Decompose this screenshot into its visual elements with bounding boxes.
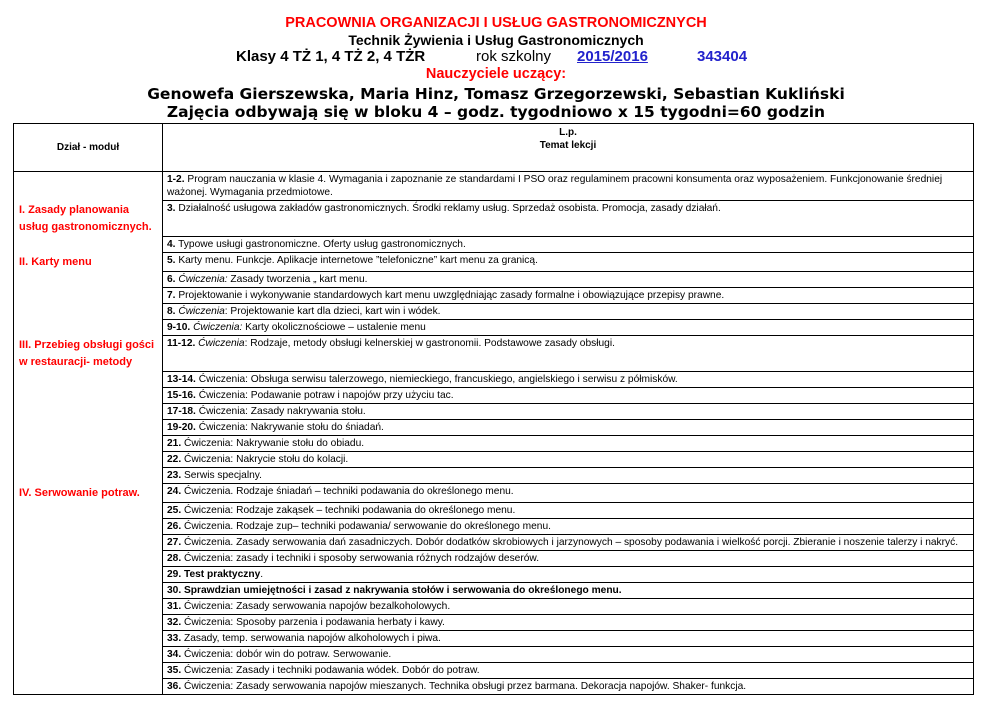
table-row [14, 583, 974, 599]
lesson-number: 8. [167, 306, 176, 317]
lesson-topic: Zasady, temp. serwowania napojów alkoholowych i piwa. [181, 633, 441, 644]
workshop-title: PRACOWNIA ORGANIZACJI I USŁUG GASTRONOMICZNYCH [285, 15, 707, 31]
table-row [14, 551, 974, 567]
table-row [14, 404, 974, 420]
module-cell [14, 583, 163, 599]
module-cell [14, 436, 163, 452]
topic-cell [163, 304, 974, 320]
table-row [14, 519, 974, 535]
lesson-number: 13-14. [167, 374, 196, 385]
module-label: III. Przebieg obsługi gości [19, 338, 155, 351]
school-year-label: rok szkolny [476, 48, 552, 65]
teachers-names: Genowefa Gierszewska, Maria Hinz, Tomasz Grzegorzewski, Sebastian Kukliński [147, 85, 845, 103]
lesson-number: 23. [167, 470, 182, 481]
module-cell [14, 253, 163, 272]
lesson-number: 4. [167, 239, 176, 250]
topic-cell [163, 503, 974, 519]
lesson-topic: Karty menu. Funkcje. Aplikacje internetowe ”telefoniczne” kart menu za granicą. [175, 255, 538, 266]
lesson-number: 32. [167, 617, 182, 628]
lesson-number: 25. [167, 505, 182, 516]
module-cell [14, 503, 163, 519]
module-cell [14, 519, 163, 535]
exercise-label: Ćwiczenia [175, 306, 225, 317]
module-cell [14, 679, 163, 695]
table-row [14, 647, 974, 663]
table-row [14, 320, 974, 336]
lesson-number: 33. [167, 633, 182, 644]
lesson-number: 22. [167, 454, 182, 465]
lesson-number: 11-12. [167, 338, 196, 349]
exercise-label: Ćwiczenia [195, 338, 245, 349]
module-label: IV. Serwowanie potraw. [19, 486, 140, 499]
table-row [14, 436, 974, 452]
table-row [14, 372, 974, 388]
module-cell [14, 567, 163, 583]
curriculum-table [13, 123, 974, 695]
lesson-topic: Ćwiczenia: Zasady serwowania napojów mieszanych. Technika obsługi przez barmana. Dekoracja napojów. Shaker- funkcja. [181, 681, 747, 692]
table-row [14, 201, 974, 237]
table-row [14, 631, 974, 647]
topic-cell [163, 679, 974, 695]
topic-cell [163, 336, 974, 372]
lesson-topic: Zasady tworzenia „ kart menu. [227, 274, 368, 285]
lesson-topic: Serwis specjalny. [181, 470, 262, 481]
topic-cell [163, 420, 974, 436]
lesson-number: 1-2. [167, 174, 185, 185]
module-cell [14, 336, 163, 372]
lesson-topic: Ćwiczenia: zasady i techniki i sposoby serwowania różnych rodzajów deserów. [181, 553, 540, 564]
module-label: usług gastronomicznych. [19, 220, 152, 233]
lesson-number: 19-20. [167, 422, 196, 433]
lesson-topic: Ćwiczenia: Zasady i techniki podawania wódek. Dobór do potraw. [181, 665, 480, 676]
module-cell [14, 615, 163, 631]
topic-cell [163, 404, 974, 420]
topic-cell [163, 647, 974, 663]
table-row [14, 272, 974, 288]
module-cell [14, 663, 163, 679]
table-row [14, 615, 974, 631]
lesson-number: 5. [167, 255, 176, 266]
exercise-label: Ćwiczenia: [175, 274, 228, 285]
lesson-topic: Działalność usługowa zakładów gastronomicznych. Środki reklamy usług. Sprzedaż osobista. Promocja, zasady działań. [175, 203, 721, 214]
lesson-topic: Ćwiczenia: Zasady serwowania napojów bezalkoholowych. [181, 601, 451, 612]
lesson-number: 15-16. [167, 390, 196, 401]
module-cell [14, 388, 163, 404]
lesson-number: 3. [167, 203, 176, 214]
module-cell [14, 304, 163, 320]
profession-code: 343404 [697, 48, 748, 65]
module-cell [14, 404, 163, 420]
topic-cell [163, 253, 974, 272]
lesson-topic: Ćwiczenia. Rodzaje śniadań – techniki podawania do określonego menu. [181, 486, 514, 497]
module-cell [14, 468, 163, 484]
table-row [14, 304, 974, 320]
topic-cell [163, 272, 974, 288]
lesson-number: 29. Test praktyczny [167, 569, 261, 580]
table-row [14, 237, 974, 253]
topic-cell [163, 237, 974, 253]
col-topic-header [163, 124, 974, 172]
lesson-topic: Karty okolicznościowe – ustalenie menu [242, 322, 426, 333]
topic-header: Temat lekcji [539, 140, 597, 151]
module-cell [14, 372, 163, 388]
topic-cell [163, 388, 974, 404]
table-row [14, 452, 974, 468]
lesson-topic: Ćwiczenia: Obsługa serwisu talerzowego, niemieckiego, francuskiego, angielskiego i serwisu z półmisków. [195, 374, 678, 385]
module-cell [14, 631, 163, 647]
lesson-topic: Ćwiczenia: Nakrywanie stołu do śniadań. [195, 422, 384, 433]
lesson-topic: Ćwiczenia: Rodzaje zakąsek – techniki podawania do określonego menu. [181, 505, 516, 516]
topic-cell [163, 599, 974, 615]
topic-cell [163, 535, 974, 551]
lesson-number: 30. Sprawdzian umiejętności i zasad z nakrywania stołów i serwowania do określonego menu. [167, 585, 622, 596]
table-row [14, 468, 974, 484]
table-row [14, 567, 974, 583]
module-cell [14, 237, 163, 253]
lesson-topic: Program nauczania w klasie 4. Wymagania i zapoznanie ze standardami I PSO oraz regulaminem pracowni konsumenta oraz wyposażeniem. Funkcjonowanie średniej ważonej. Wymagania przedmiotowe. [167, 174, 943, 198]
lesson-number: 28. [167, 553, 182, 564]
lesson-topic: Ćwiczenia: Zasady nakrywania stołu. [195, 406, 366, 417]
table-row [14, 336, 974, 372]
topic-cell [163, 484, 974, 503]
table-row [14, 388, 974, 404]
profession-title: Technik Żywienia i Usług Gastronomicznych [348, 32, 644, 48]
lesson-topic: Projektowanie i wykonywanie standardowych kart menu uwzględniając zasady formalne i obowiązujące przepisy prawne. [175, 290, 725, 301]
table-row [14, 288, 974, 304]
module-cell [14, 551, 163, 567]
module-cell [14, 172, 163, 201]
classes-label: Klasy 4 TŻ 1, 4 TŻ 2, 4 TŻR [236, 48, 426, 65]
lesson-number: 26. [167, 521, 182, 532]
school-year-value: 2015/2016 [577, 48, 648, 65]
table-row [14, 420, 974, 436]
topic-cell [163, 452, 974, 468]
topic-cell [163, 372, 974, 388]
topic-cell [163, 631, 974, 647]
topic-cell [163, 172, 974, 201]
lesson-number: 9-10. [167, 322, 191, 333]
lesson-topic: . [260, 569, 264, 580]
lesson-topic: : Rodzaje, metody obsługi kelnerskiej w gastronomii. Podstawowe zasady obsługi. [244, 338, 615, 349]
module-cell [14, 272, 163, 288]
lesson-topic: Ćwiczenia. Rodzaje zup– techniki podawania/ serwowanie do określonego menu. [181, 521, 551, 532]
module-cell [14, 452, 163, 468]
topic-cell [163, 201, 974, 237]
table-row [14, 503, 974, 519]
lesson-number: 36. [167, 681, 182, 692]
lesson-number: 35. [167, 665, 182, 676]
lesson-number: 31. [167, 601, 182, 612]
module-cell [14, 288, 163, 304]
lp-header: L.p. [559, 127, 577, 138]
lesson-topic: : Projektowanie kart dla dzieci, kart win i wódek. [224, 306, 441, 317]
lesson-topic: Ćwiczenia: Nakrycie stołu do kolacji. [181, 454, 349, 465]
table-row [14, 679, 974, 695]
lesson-number: 7. [167, 290, 176, 301]
lesson-topic: Ćwiczenia: Sposoby parzenia i podawania herbaty i kawy. [181, 617, 445, 628]
lesson-topic: Ćwiczenia: Nakrywanie stołu do obiadu. [181, 438, 365, 449]
table-row [14, 484, 974, 503]
teachers-label: Nauczyciele uczący: [425, 66, 567, 82]
lesson-number: 34. [167, 649, 182, 660]
topic-cell [163, 551, 974, 567]
module-label: II. Karty menu [19, 255, 92, 268]
topic-cell [163, 468, 974, 484]
table-row [14, 599, 974, 615]
lesson-topic: Ćwiczenia: dobór win do potraw. Serwowanie. [181, 649, 392, 660]
module-cell [14, 535, 163, 551]
module-cell [14, 420, 163, 436]
exercise-label: Ćwiczenia: [190, 322, 243, 333]
table-row [14, 535, 974, 551]
lesson-number: 21. [167, 438, 182, 449]
topic-cell [163, 567, 974, 583]
lesson-number: 17-18. [167, 406, 196, 417]
lesson-number: 27. [167, 537, 182, 548]
module-label: I. Zasady planowania [19, 203, 130, 216]
topic-cell [163, 436, 974, 452]
lesson-number: 6. [167, 274, 176, 285]
table-row [14, 172, 974, 201]
topic-cell [163, 519, 974, 535]
module-cell [14, 201, 163, 237]
module-label: w restauracji- metody [19, 355, 133, 368]
topic-cell [163, 288, 974, 304]
lesson-number: 24. [167, 486, 182, 497]
table-row [14, 663, 974, 679]
topic-cell [163, 663, 974, 679]
lesson-topic: Ćwiczenia. Zasady serwowania dań zasadniczych. Dobór dodatków skrobiowych i jarzynowych – sposoby podawania i wielkość porcji. Zbieranie i noszenie talerzy i nakryć. [181, 537, 959, 548]
col-module-header: Dział - moduł [14, 124, 163, 172]
table-header-row [14, 124, 974, 172]
topic-cell [163, 615, 974, 631]
hours-info: Zajęcia odbywają się w bloku 4 – godz. tygodniowo x 15 tygodni=60 godzin [166, 103, 826, 121]
module-cell [14, 320, 163, 336]
lesson-topic: Ćwiczenia: Podawanie potraw i napojów przy użyciu tac. [195, 390, 454, 401]
table-row [14, 253, 974, 272]
module-cell [14, 647, 163, 663]
lesson-topic: Typowe usługi gastronomiczne. Oferty usług gastronomicznych. [175, 239, 466, 250]
module-cell [14, 599, 163, 615]
topic-cell [163, 583, 974, 599]
topic-cell [163, 320, 974, 336]
module-cell [14, 484, 163, 503]
